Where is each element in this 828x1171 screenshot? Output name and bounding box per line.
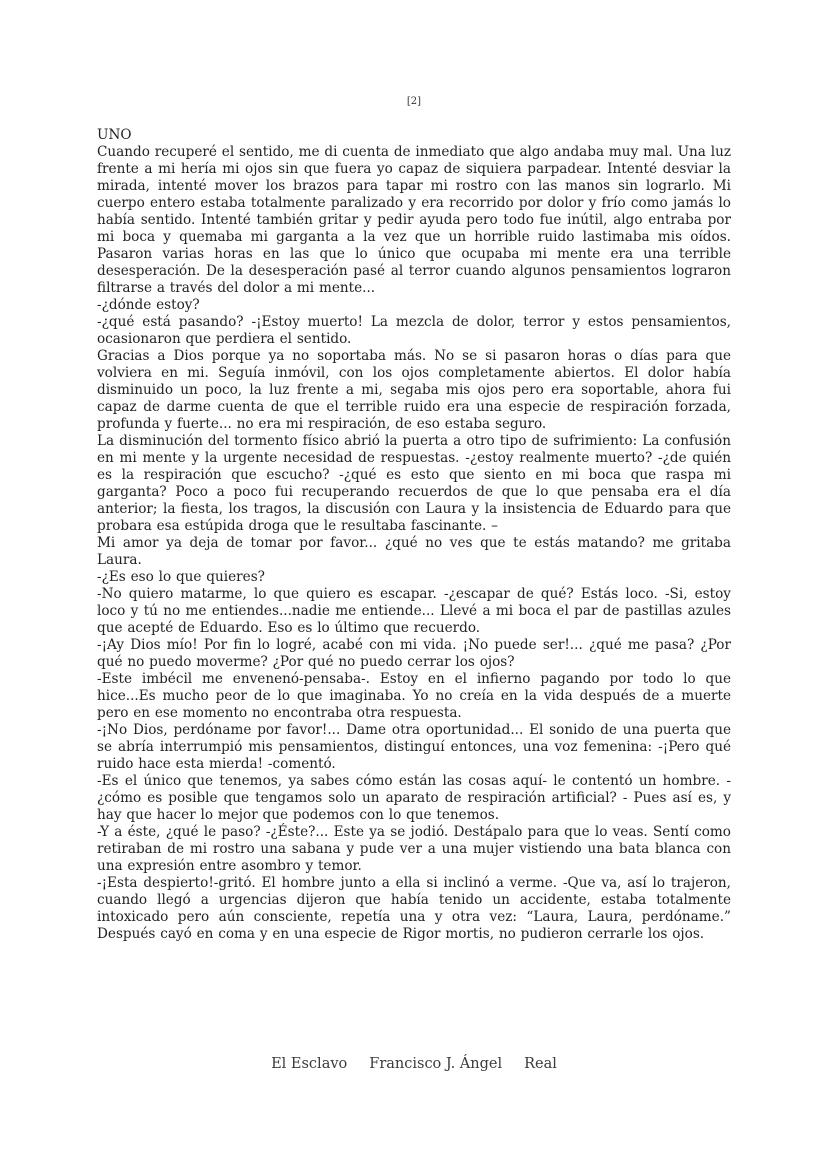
paragraph: -¡Esta despierto!-gritó. El hombre junto a ella si inclinó a verme. -Que va, así lo trajeron, cuando llegó a urgencias dijeron que había tenido un accidente, estaba totalmente intoxicado pero aún consciente, repetía una y otra vez: “Laura, Laura, perdóname.” Después cayó en coma y en una especie de Rigor mortis, no pudieron cerrarle los ojos. bbox=[97, 875, 731, 942]
paragraph: La disminución del tormento físico abrió la puerta a otro tipo de sufrimiento: La confusión en mi mente y la urgente necesidad de respuestas. -¿estoy realmente muerto? -¿de quién es la respiración que escucho? -¿qué es esto que siento en mi boca que raspa mi garganta? Poco a poco fui recuperando recuerdos de que lo que pensaba era el día anterior; la fiesta, los tragos, la discusión con Laura y la insistencia de Eduardo para que probara esa estúpida droga que le resultaba fascinante. – bbox=[97, 433, 731, 534]
footer-author-lastname: Real bbox=[524, 1056, 557, 1072]
paragraph: -¡No Dios, perdóname por favor!... Dame otra oportunidad... El sonido de una puerta que se abría interrumpió mis pensamientos, distinguí entonces, una voz femenina: -¡Pero qué ruido hace esta mierda! -comentó. bbox=[97, 722, 731, 772]
paragraph: -¿Es eso lo que quieres? bbox=[97, 569, 265, 585]
paragraph: -Y a éste, ¿qué le paso? -¿Éste?... Este ya se jodió. Destápalo para que lo veas. Sentí como retiraban de mi rostro una sabana y pude ver a una mujer vistiendo una bata blanca con una expresión entre asombro y temor. bbox=[97, 824, 731, 874]
page-footer bbox=[0, 1056, 828, 1072]
paragraph: -¿qué está pasando? -¡Estoy muerto! La mezcla de dolor, terror y estos pensamientos, ocasionaron que perdiera el sentido. bbox=[97, 314, 731, 347]
paragraph: Cuando recuperé el sentido, me di cuenta de inmediato que algo andaba muy mal. Una luz frente a mi hería mi ojos sin que fuera yo capaz de siquiera parpadear. Intenté desviar la mirada, intenté mover los brazos para tapar mi rostro con las manos sin lograrlo. Mi cuerpo entero estaba totalmente paralizado y era recorrido por dolor y frío como jamás lo había sentido. Intenté también gritar y pedir ayuda pero todo fue inútil, algo entraba por mi boca y quemaba mi garganta a la vez que un horrible ruido lastimaba mis oídos. Pasaron varias horas en las que lo único que ocupaba mi mente era una terrible desesperación. De la desesperación pasé al terror cuando algunos pensamientos lograron filtrarse a través del dolor a mi mente... bbox=[97, 144, 731, 296]
paragraph: -No quiero matarme, lo que quiero es escapar. -¿escapar de qué? Estás loco. -Si, estoy loco y tú no me entiendes...nadie me entiende... Llevé a mi boca el par de pastillas azules que acepté de Eduardo. Eso es lo último que recuerdo. bbox=[97, 586, 731, 636]
paragraph: Gracias a Dios porque ya no soportaba más. No se si pasaron horas o días para que volviera en mi. Seguía inmóvil, con los ojos completamente abiertos. El dolor había disminuido un poco, la luz frente a mi, segaba mis ojos pero era soportable, ahora fui capaz de darme cuenta de que el terrible ruido era una especie de respiración forzada, profunda y fuerte... no era mi respiración, de eso estaba seguro. bbox=[97, 348, 731, 432]
footer-book-title: El Esclavo bbox=[271, 1056, 348, 1072]
paragraph: Mi amor ya deja de tomar por favor... ¿qué no ves que te estás matando? me gritaba Laura. bbox=[97, 535, 731, 568]
text-block bbox=[97, 127, 731, 943]
paragraph: -¿dónde estoy? bbox=[97, 297, 200, 313]
paragraph: -Es el único que tenemos, ya sabes cómo están las cosas aquí- le contentó un hombre. -¿cómo es posible que tengamos solo un aparato de respiración artificial? - Pues así es, y hay que hacer lo mejor que podemos con lo que tenemos. bbox=[97, 773, 731, 823]
footer-author: Francisco J. Ángel bbox=[369, 1056, 503, 1072]
paragraph: -¡Ay Dios mío! Por fin lo logré, acabé con mi vida. ¡No puede ser!... ¿qué me pasa? ¿Por qué no puedo moverme? ¿Por qué no puedo cerrar los ojos? bbox=[97, 637, 731, 670]
chapter-heading: UNO bbox=[97, 127, 132, 143]
page-number: [2] bbox=[406, 96, 422, 107]
paragraph: -Este imbécil me envenenó-pensaba-. Estoy en el infierno pagando por todo lo que hice...Es mucho peor de lo que imaginaba. Yo no creía en la vida después de a muerte pero en ese momento no encontraba otra respuesta. bbox=[97, 671, 731, 721]
